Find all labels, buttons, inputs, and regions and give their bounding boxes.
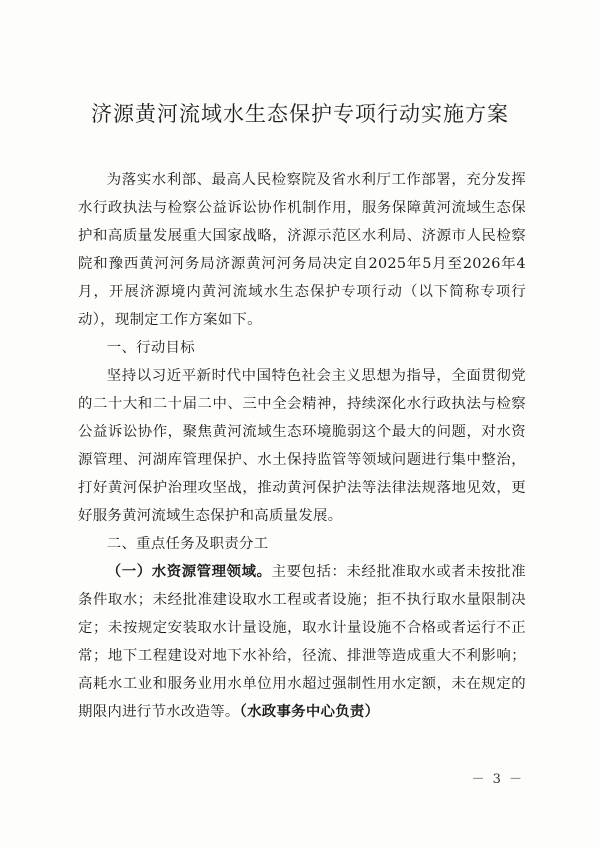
subsection-1-body: 主要包括：未经批准取水或者未按批准条件取水；未经批准建设取水工程或者设施；拒不执行取水量限制决定；未按规定安装取水计量设施，取水计量设施不合格或者运行不正常；地下工程建设对地下水补给，径流、排泄等造成重大不利影响；高耗水工业和服务业用水单位用水超过强制性用水定额，未在规定的期限内进行节水改造等。 [78, 564, 526, 720]
subsection-1-paragraph [78, 558, 526, 726]
section-1-heading: 一、行动目标 [106, 340, 195, 356]
subsection-1-responsible: （水政事务中心负责） [239, 703, 380, 720]
document-title: 济源黄河流域水生态保护专项行动实施方案 [91, 102, 509, 126]
subsection-1-heading: （一）水资源管理领域。 [106, 563, 272, 580]
section-1-paragraph: 坚持以习近平新时代中国特色社会主义思想为指导，全面贯彻党的二十大和二十届二中、三中全会精神，持续深化水行政执法与检察公益诉讼协作，聚焦黄河流域生态环境脆弱这个最大的问题，对水资源管理、河湖库管理保护、水土保持监管等领域问题进行集中整治，打好黄河保护治理攻坚战，推动黄河保护法等法律法规落地见效，更好服务黄河流域生态保护和高质量发展。 [78, 368, 526, 524]
section-2-heading: 二、重点任务及职责分工 [106, 536, 269, 552]
intro-paragraph: 为落实水利部、最高人民检察院及省水利厅工作部署，充分发挥水行政执法与检察公益诉讼协作机制作用，服务保障黄河流域生态保护和高质量发展重大国家战略，济源示范区水利局、济源市人民检察院和豫西黄河河务局济源黄河河务局决定自2025年5月至2026年4月，开展济源境内黄河流域水生态保护专项行动（以下简称专项行动），现制定工作方案如下。 [78, 172, 526, 328]
page-number: － 3 － [471, 772, 524, 787]
